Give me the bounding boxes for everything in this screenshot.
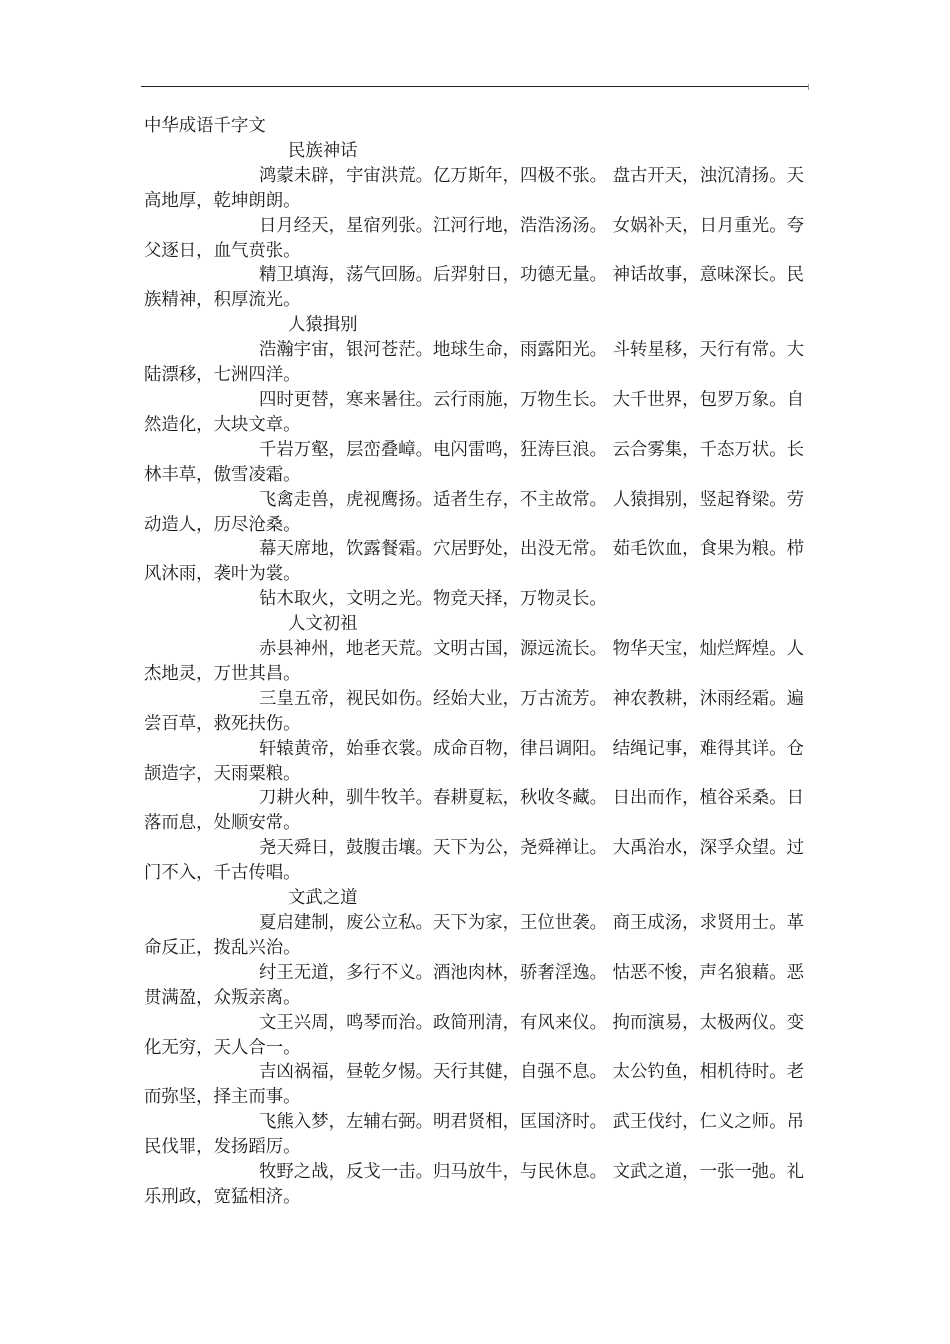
paragraph: 夏启建制，废公立私。天下为家，王位世袭。 商王成汤，求贤用士。革命反正，拨乱兴治。 [144, 913, 804, 958]
document-title: 中华成语千字文 [144, 116, 266, 136]
paragraph: 日月经天，星宿列张。江河行地，浩浩汤汤。 女娲补天，日月重光。夸父逐日，血气贲张。 [144, 215, 804, 261]
header-rule-endmark [808, 84, 809, 90]
document-body [144, 114, 804, 1210]
paragraph: 三皇五帝，视民如伤。经始大业，万古流芳。 神农教耕，沐雨经霜。遍尝百草，救死扶伤。 [144, 688, 804, 734]
paragraph: 千岩万壑，层峦叠嶂。电闪雷鸣，狂涛巨浪。 云合雾集，千态万状。长林丰草，傲雪凌霜。 [144, 439, 804, 485]
paragraph: 飞禽走兽，虎视鹰扬。适者生存，不主故常。 人猿揖别，竖起脊梁。劳动造人，历尽沧桑。 [144, 489, 804, 535]
paragraph: 刀耕火种，驯牛牧羊。春耕夏耘，秋收冬藏。 日出而作，植谷采桑。日落而息，处顺安常。 [144, 788, 804, 834]
header-rule [141, 86, 809, 87]
section-minzu-shenhua [144, 139, 804, 313]
paragraph: 轩辕黄帝，始垂衣裳。成命百物，律吕调阳。 结绳记事，难得其详。仓颉造字，天雨粟粮。 [144, 738, 804, 784]
paragraph: 尧天舜日，鼓腹击壤。天下为公，尧舜禅让。 大禹治水，深孚众望。过门不入，千古传唱。 [144, 838, 804, 884]
paragraph: 钻木取火，文明之光。物竞天择，万物灵长。 [259, 589, 607, 610]
paragraph: 鸿蒙未辟，宇宙洪荒。亿万斯年，四极不张。 盘古开天，浊沉清扬。天高地厚，乾坤朗朗。 [144, 165, 804, 211]
paragraph: 赤县神州，地老天荒。文明古国，源远流长。 物华天宝，灿烂辉煌。人杰地灵，万世其昌。 [144, 639, 804, 684]
section-renwen-chuzu [144, 612, 804, 886]
paragraph: 精卫填海，荡气回肠。后羿射日，功德无量。 神话故事，意味深长。民族精神，积厚流光。 [144, 265, 804, 311]
section-heading: 文武之道 [288, 888, 358, 909]
section-heading: 民族神话 [288, 140, 358, 161]
section-heading: 人猿揖别 [288, 315, 358, 336]
paragraph: 文王兴周，鸣琴而治。政简刑清，有风来仪。 拘而演易，太极两仪。变化无穷，天人合一。 [144, 1012, 804, 1058]
paragraph: 牧野之战，反戈一击。归马放牛，与民休息。 文武之道，一张一弛。礼乐刑政，宽猛相济。 [144, 1162, 804, 1207]
paragraph: 浩瀚宇宙，银河苍茫。地球生命，雨露阳光。 斗转星移，天行有常。大陆漂移，七洲四洋。 [144, 340, 804, 386]
section-wenwu-zhidao [144, 886, 804, 1210]
paragraph: 飞熊入梦，左辅右弼。明君贤相，匡国济时。 武王伐纣，仁义之师。吊民伐罪，发扬蹈厉。 [144, 1112, 804, 1158]
section-renyuan-yibie [144, 313, 804, 612]
section-heading: 人文初祖 [288, 614, 358, 635]
paragraph: 幕天席地，饮露餐霜。穴居野处，出没无常。 茹毛饮血，食果为粮。栉风沐雨，袭叶为裳。 [144, 539, 804, 585]
paragraph: 四时更替，寒来暑往。云行雨施，万物生长。 大千世界，包罗万象。自然造化，大块文章。 [144, 389, 804, 435]
paragraph: 纣王无道，多行不义。酒池肉林，骄奢淫逸。 怙恶不悛，声名狼藉。恶贯满盈，众叛亲离。 [144, 962, 804, 1008]
paragraph: 吉凶祸福，昼乾夕惕。天行其健，自强不息。 太公钓鱼，相机待时。老而弥坚，择主而事。 [144, 1062, 804, 1108]
